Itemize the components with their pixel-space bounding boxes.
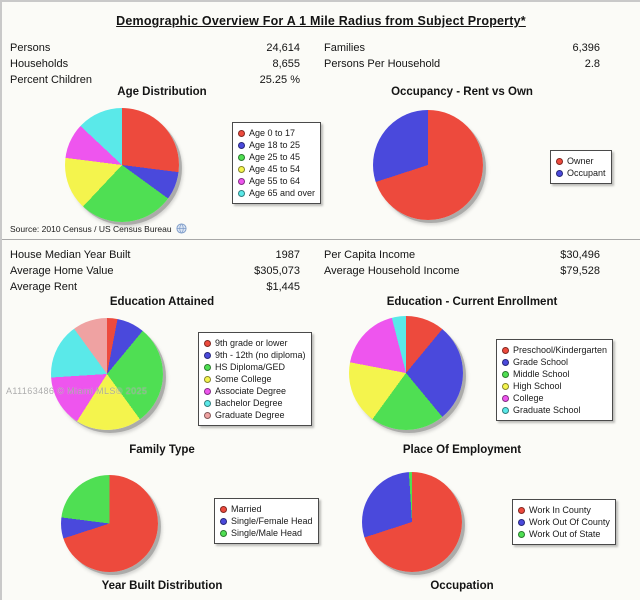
legend-label: Associate Degree (215, 386, 287, 396)
legend-marker-icon (518, 519, 525, 526)
legend-item (238, 163, 315, 175)
stat-value: 6,396 (572, 42, 600, 54)
legend-marker-icon (556, 170, 563, 177)
stat-value: $30,496 (560, 249, 600, 261)
legend-marker-icon (204, 376, 211, 383)
legend-item (502, 392, 607, 404)
legend-label: Single/Female Head (231, 516, 313, 526)
chart-title: Family Type (129, 444, 195, 456)
legend-marker-icon (204, 400, 211, 407)
legend-item (220, 527, 313, 539)
legend-item (238, 151, 315, 163)
legend-item (518, 516, 610, 528)
mid-stats-left (10, 247, 300, 295)
legend-label: Age 0 to 17 (249, 128, 296, 138)
mid-stats-right (324, 247, 600, 279)
legend-label: Some College (215, 374, 272, 384)
legend-label: Owner (567, 156, 594, 166)
stat-value: $79,528 (560, 265, 600, 277)
stat-row (324, 56, 600, 72)
pie-chart (362, 472, 462, 572)
legend-item (502, 380, 607, 392)
top-stats-left (10, 40, 300, 88)
legend-marker-icon (204, 340, 211, 347)
stat-value: $1,445 (266, 281, 300, 293)
legend-item (238, 139, 315, 151)
legend-label: Work Out of State (529, 529, 601, 539)
chart-title: Education Attained (109, 296, 215, 308)
legend-label: Married (231, 504, 262, 514)
stat-value: $305,073 (254, 265, 300, 277)
legend-item (556, 167, 606, 179)
legend-marker-icon (204, 364, 211, 371)
stat-value: 2.8 (584, 58, 600, 70)
legend-item (204, 373, 306, 385)
pie-chart (349, 316, 463, 430)
legend-marker-icon (204, 412, 211, 419)
legend-label: Graduate School (513, 405, 581, 415)
legend-marker-icon (238, 154, 245, 161)
stat-label: House Median Year Built (10, 249, 131, 261)
legend-marker-icon (238, 178, 245, 185)
pie-chart (51, 318, 163, 430)
legend-item (204, 409, 306, 421)
stat-label: Percent Children (10, 74, 92, 86)
legend-item (220, 515, 313, 527)
stat-label: Households (10, 58, 69, 70)
stat-row (324, 40, 600, 56)
stat-row (324, 247, 600, 263)
legend-item (204, 349, 306, 361)
occupation-chart-title: Occupation (430, 580, 494, 592)
legend-marker-icon (518, 507, 525, 514)
legend-marker-icon (502, 383, 509, 390)
legend (232, 122, 321, 204)
chart-title: Occupancy - Rent vs Own (391, 86, 533, 98)
source-text: Source: 2010 Census / US Census Bureau (10, 223, 172, 234)
legend-marker-icon (518, 531, 525, 538)
stat-label: Average Home Value (10, 265, 114, 277)
legend-label: Age 45 to 54 (249, 164, 301, 174)
legend-label: College (513, 393, 544, 403)
legend-item (502, 368, 607, 380)
stat-label: Families (324, 42, 365, 54)
legend-label: Occupant (567, 168, 606, 178)
legend-label: Age 65 and over (249, 188, 316, 198)
legend-label: Middle School (513, 369, 570, 379)
legend-item (204, 397, 306, 409)
chart-title: Age Distribution (117, 86, 207, 98)
legend-label: Age 18 to 25 (249, 140, 301, 150)
legend-label: HS Diploma/GED (215, 362, 286, 372)
legend-item (238, 127, 315, 139)
legend-label: Work Out Of County (529, 517, 610, 527)
stat-value: 8,655 (272, 58, 300, 70)
source-note (10, 223, 187, 234)
legend-item (502, 404, 607, 416)
stat-row (10, 263, 300, 279)
legend-marker-icon (502, 347, 509, 354)
legend-label: Graduate Degree (215, 410, 285, 420)
stat-row (10, 279, 300, 295)
legend-marker-icon (238, 166, 245, 173)
legend-item (556, 155, 606, 167)
stat-label: Average Rent (10, 281, 78, 293)
pie-chart (373, 110, 483, 220)
stat-value: 24,614 (266, 42, 300, 54)
pie-chart (61, 475, 158, 572)
legend (214, 498, 319, 544)
year-built-chart-title: Year Built Distribution (101, 580, 223, 592)
pie-chart (65, 108, 179, 222)
stat-row (10, 56, 300, 72)
legend-marker-icon (502, 407, 509, 414)
legend-item (502, 344, 607, 356)
legend-label: 9th - 12th (no diploma) (215, 350, 306, 360)
legend-item (238, 187, 315, 199)
legend-marker-icon (502, 395, 509, 402)
legend-item (204, 385, 306, 397)
legend-marker-icon (204, 388, 211, 395)
legend-marker-icon (238, 130, 245, 137)
stat-row (10, 247, 300, 263)
legend-item (518, 504, 610, 516)
legend-marker-icon (220, 530, 227, 537)
legend-marker-icon (204, 352, 211, 359)
legend-label: 9th grade or lower (215, 338, 288, 348)
legend-label: High School (513, 381, 562, 391)
legend-marker-icon (220, 518, 227, 525)
legend (198, 332, 312, 426)
legend-label: Single/Male Head (231, 528, 303, 538)
legend-item (518, 528, 610, 540)
chart-title: Education - Current Enrollment (386, 296, 558, 308)
legend-label: Work In County (529, 505, 591, 515)
legend-marker-icon (502, 371, 509, 378)
legend (550, 150, 612, 184)
legend-marker-icon (502, 359, 509, 366)
stat-row (10, 40, 300, 56)
stat-label: Average Household Income (324, 265, 460, 277)
section-divider (2, 239, 640, 240)
external-link-icon[interactable] (176, 223, 187, 234)
legend-marker-icon (238, 190, 245, 197)
legend-label: Age 55 to 64 (249, 176, 301, 186)
chart-title: Place Of Employment (402, 444, 522, 456)
legend-label: Bachelor Degree (215, 398, 283, 408)
legend-label: Age 25 to 45 (249, 152, 301, 162)
legend-item (238, 175, 315, 187)
legend-item (502, 356, 607, 368)
legend-item (204, 337, 306, 349)
legend (496, 339, 613, 421)
legend-item (220, 503, 313, 515)
page-title: Demographic Overview For A 1 Mile Radius from Subject Property* (116, 14, 526, 28)
stat-row (324, 263, 600, 279)
legend (512, 499, 616, 545)
stat-label: Persons (10, 42, 51, 54)
legend-item (204, 361, 306, 373)
stat-value: 1987 (275, 249, 300, 261)
stat-value: 25.25 % (259, 74, 300, 86)
legend-marker-icon (220, 506, 227, 513)
watermark: A11163486 © Miami MLS® 2025 (6, 386, 148, 396)
legend-label: Preschool/Kindergarten (513, 345, 608, 355)
stat-label: Persons Per Household (324, 58, 441, 70)
legend-label: Grade School (513, 357, 569, 367)
top-stats-right (324, 40, 600, 72)
legend-marker-icon (556, 158, 563, 165)
legend-marker-icon (238, 142, 245, 149)
stat-label: Per Capita Income (324, 249, 416, 261)
